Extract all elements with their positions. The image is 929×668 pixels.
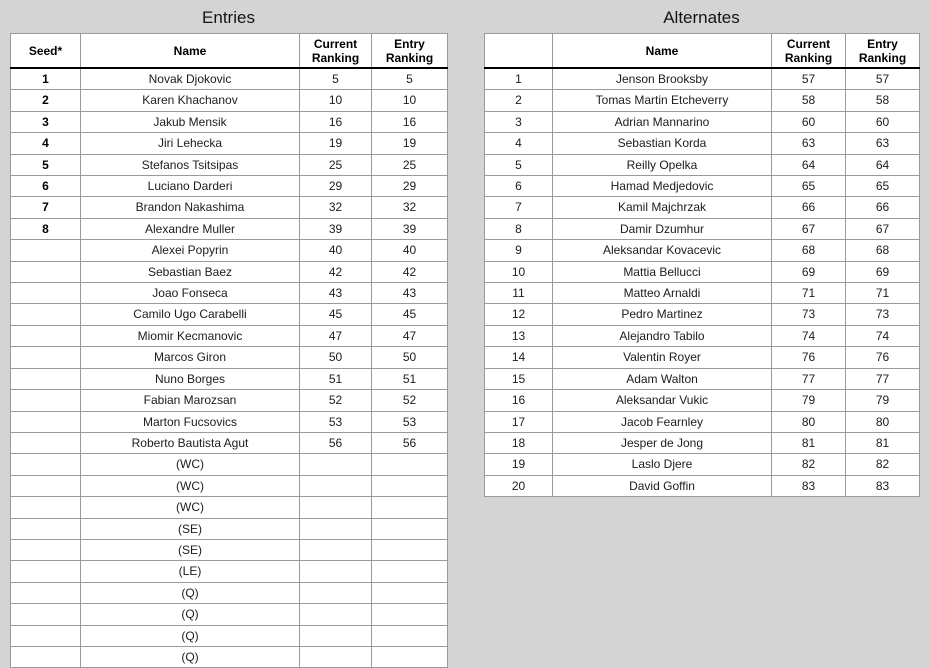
alternates-row-cell-entry: 79 — [846, 390, 920, 411]
alternates-row — [485, 90, 920, 111]
alternates-row-cell-num: 9 — [485, 240, 553, 261]
alternates-row-cell-current: 82 — [772, 454, 846, 475]
entries-title: Entries — [202, 8, 255, 27]
alternates-row-cell-name: Laslo Djere — [553, 454, 772, 475]
entries-row-cell-entry: 43 — [372, 283, 448, 304]
alternates-row-cell-current: 57 — [772, 68, 846, 90]
alternates-header-number — [485, 34, 553, 69]
alternates-row-cell-num: 13 — [485, 325, 553, 346]
alternates-row-cell-name: Adam Walton — [553, 368, 772, 389]
entries-row-cell-entry: 10 — [372, 90, 448, 111]
entries-row — [11, 604, 448, 625]
alternates-row-cell-entry: 80 — [846, 411, 920, 432]
entries-row-cell-entry: 42 — [372, 261, 448, 282]
alternates-title: Alternates — [663, 8, 740, 27]
entries-row-cell-name: Luciano Darderi — [81, 176, 300, 197]
entries-row — [11, 497, 448, 518]
alternates-row-cell-entry: 77 — [846, 368, 920, 389]
alternates-row-cell-name: Alejandro Tabilo — [553, 325, 772, 346]
entries-row-cell-current: 43 — [300, 283, 372, 304]
entries-row-cell-entry: 40 — [372, 240, 448, 261]
entries-row-cell-entry — [372, 497, 448, 518]
entries-row — [11, 347, 448, 368]
alternates-row — [485, 475, 920, 496]
entries-row-cell-name: (WC) — [81, 475, 300, 496]
entries-row-cell-seed — [11, 582, 81, 603]
alternates-row — [485, 347, 920, 368]
alternates-row-cell-entry: 57 — [846, 68, 920, 90]
entries-row-cell-name: Sebastian Baez — [81, 261, 300, 282]
alternates-row-cell-entry: 63 — [846, 133, 920, 154]
entries-row-cell-current — [300, 625, 372, 646]
entries-row-cell-name: Novak Djokovic — [81, 68, 300, 90]
entries-row-cell-entry: 29 — [372, 176, 448, 197]
alternates-row-cell-num: 7 — [485, 197, 553, 218]
entries-row — [11, 325, 448, 346]
entries-row — [11, 390, 448, 411]
alternates-row-cell-name: Hamad Medjedovic — [553, 176, 772, 197]
entries-row-cell-entry — [372, 539, 448, 560]
alternates-row-cell-num: 18 — [485, 432, 553, 453]
entries-row — [11, 518, 448, 539]
alternates-row-cell-entry: 83 — [846, 475, 920, 496]
entries-row-cell-seed — [11, 475, 81, 496]
alternates-row — [485, 176, 920, 197]
entries-row-cell-current: 5 — [300, 68, 372, 90]
entries-row-cell-current: 42 — [300, 261, 372, 282]
alternates-row-cell-num: 1 — [485, 68, 553, 90]
alternates-row-cell-name: Aleksandar Vukic — [553, 390, 772, 411]
entries-row-cell-entry — [372, 475, 448, 496]
entries-row-cell-current: 25 — [300, 154, 372, 175]
alternates-row-cell-entry: 81 — [846, 432, 920, 453]
alternates-row-cell-current: 69 — [772, 261, 846, 282]
entries-row-cell-seed — [11, 625, 81, 646]
entries-row-cell-name: Nuno Borges — [81, 368, 300, 389]
alternates-table — [484, 33, 920, 497]
alternates-row-cell-name: Mattia Bellucci — [553, 261, 772, 282]
entries-row-cell-seed — [11, 454, 81, 475]
entries-row-cell-name: Roberto Bautista Agut — [81, 432, 300, 453]
entries-row-cell-name: (SE) — [81, 539, 300, 560]
entries-row-cell-current: 56 — [300, 432, 372, 453]
alternates-row-cell-name: Valentin Royer — [553, 347, 772, 368]
alternates-row-cell-current: 81 — [772, 432, 846, 453]
alternates-row-cell-current: 58 — [772, 90, 846, 111]
entries-row-cell-name: Marcos Giron — [81, 347, 300, 368]
entries-row-cell-seed — [11, 604, 81, 625]
alternates-row-cell-current: 68 — [772, 240, 846, 261]
entries-row-cell-seed: 4 — [11, 133, 81, 154]
entries-row — [11, 68, 448, 90]
entries-row — [11, 218, 448, 239]
alternates-row-cell-current: 73 — [772, 304, 846, 325]
entries-row-cell-seed: 1 — [11, 68, 81, 90]
entries-row — [11, 283, 448, 304]
entries-row-cell-current — [300, 497, 372, 518]
entries-row-cell-name: Brandon Nakashima — [81, 197, 300, 218]
entries-row-cell-entry — [372, 561, 448, 582]
alternates-row-cell-entry: 68 — [846, 240, 920, 261]
entries-row-cell-seed: 7 — [11, 197, 81, 218]
entries-row-cell-entry: 45 — [372, 304, 448, 325]
entries-row-cell-current: 52 — [300, 390, 372, 411]
entries-row-cell-name: (SE) — [81, 518, 300, 539]
alternates-row-cell-entry: 76 — [846, 347, 920, 368]
alternates-row-cell-num: 17 — [485, 411, 553, 432]
alternates-row-cell-current: 79 — [772, 390, 846, 411]
alternates-row-cell-entry: 65 — [846, 176, 920, 197]
alternates-row-cell-current: 76 — [772, 347, 846, 368]
entries-row — [11, 176, 448, 197]
alternates-row-cell-name: Matteo Arnaldi — [553, 283, 772, 304]
entries-row-cell-entry: 39 — [372, 218, 448, 239]
entries-row-cell-name: (Q) — [81, 625, 300, 646]
alternates-row-cell-name: Kamil Majchrzak — [553, 197, 772, 218]
entries-row-cell-current: 19 — [300, 133, 372, 154]
entries-row-cell-name: (Q) — [81, 646, 300, 667]
entries-row-cell-entry — [372, 625, 448, 646]
entries-row-cell-name: Marton Fucsovics — [81, 411, 300, 432]
alternates-row-cell-num: 19 — [485, 454, 553, 475]
entries-row-cell-current: 51 — [300, 368, 372, 389]
entries-row-cell-entry — [372, 454, 448, 475]
entries-row-cell-entry: 16 — [372, 111, 448, 132]
entries-row-cell-entry: 47 — [372, 325, 448, 346]
alternates-row-cell-num: 4 — [485, 133, 553, 154]
alternates-row — [485, 240, 920, 261]
alternates-row-cell-num: 10 — [485, 261, 553, 282]
alternates-row-cell-num: 14 — [485, 347, 553, 368]
alternates-row-cell-num: 3 — [485, 111, 553, 132]
entries-row-cell-name: Camilo Ugo Carabelli — [81, 304, 300, 325]
entries-row-cell-current: 45 — [300, 304, 372, 325]
alternates-row-cell-name: Tomas Martin Etcheverry — [553, 90, 772, 111]
entries-row-cell-current — [300, 604, 372, 625]
entries-row-cell-current — [300, 475, 372, 496]
entries-row-cell-entry: 5 — [372, 68, 448, 90]
entries-row-cell-name: Jiri Lehecka — [81, 133, 300, 154]
entries-row-cell-entry: 50 — [372, 347, 448, 368]
entries-row-cell-seed — [11, 390, 81, 411]
alternates-row — [485, 283, 920, 304]
entries-row-cell-current: 50 — [300, 347, 372, 368]
entries-row-cell-seed — [11, 347, 81, 368]
alternates-row-cell-num: 20 — [485, 475, 553, 496]
entries-row-cell-seed — [11, 240, 81, 261]
entries-header-current-ranking: Current Ranking — [300, 34, 372, 69]
alternates-row-cell-num: 11 — [485, 283, 553, 304]
alternates-section — [484, 8, 919, 497]
alternates-table-header — [485, 34, 920, 69]
alternates-row-cell-current: 71 — [772, 283, 846, 304]
alternates-row-cell-current: 63 — [772, 133, 846, 154]
alternates-row-cell-current: 83 — [772, 475, 846, 496]
alternates-row-cell-name: Jenson Brooksby — [553, 68, 772, 90]
alternates-row-cell-entry: 69 — [846, 261, 920, 282]
alternates-row-cell-entry: 71 — [846, 283, 920, 304]
alternates-row — [485, 111, 920, 132]
entries-row-cell-name: (LE) — [81, 561, 300, 582]
entries-row-cell-current: 32 — [300, 197, 372, 218]
entries-row — [11, 240, 448, 261]
entries-row-cell-seed — [11, 411, 81, 432]
entries-row-cell-name: (WC) — [81, 497, 300, 518]
entries-row-cell-seed: 8 — [11, 218, 81, 239]
entries-header-name: Name — [81, 34, 300, 69]
entries-table-header — [11, 34, 448, 69]
alternates-row — [485, 325, 920, 346]
entries-row — [11, 154, 448, 175]
entries-row — [11, 133, 448, 154]
entries-row — [11, 368, 448, 389]
alternates-table-body — [485, 68, 920, 497]
alternates-row-cell-current: 60 — [772, 111, 846, 132]
alternates-row — [485, 133, 920, 154]
entries-row-cell-seed — [11, 539, 81, 560]
entries-row — [11, 561, 448, 582]
entries-row-cell-current: 40 — [300, 240, 372, 261]
entries-row-cell-seed — [11, 432, 81, 453]
entries-row — [11, 582, 448, 603]
alternates-row — [485, 197, 920, 218]
entries-row-cell-current: 16 — [300, 111, 372, 132]
entries-row-cell-seed — [11, 368, 81, 389]
entries-row-cell-current: 47 — [300, 325, 372, 346]
alternates-row-cell-name: Pedro Martinez — [553, 304, 772, 325]
entries-row-cell-name: Karen Khachanov — [81, 90, 300, 111]
entries-row-cell-current: 10 — [300, 90, 372, 111]
alternates-row — [485, 411, 920, 432]
entries-row-cell-seed: 5 — [11, 154, 81, 175]
entries-row-cell-seed — [11, 561, 81, 582]
alternates-row — [485, 432, 920, 453]
alternates-row-cell-entry: 58 — [846, 90, 920, 111]
entries-row — [11, 625, 448, 646]
entries-row-cell-current: 39 — [300, 218, 372, 239]
entries-row — [11, 454, 448, 475]
entries-row-cell-entry — [372, 604, 448, 625]
alternates-row-cell-num: 6 — [485, 176, 553, 197]
entries-row — [11, 475, 448, 496]
entries-row-cell-name: Joao Fonseca — [81, 283, 300, 304]
entries-row-cell-seed — [11, 497, 81, 518]
alternates-header-entry-ranking: Entry Ranking — [846, 34, 920, 69]
alternates-row-cell-name: Aleksandar Kovacevic — [553, 240, 772, 261]
alternates-row-cell-entry: 74 — [846, 325, 920, 346]
alternates-row-cell-current: 66 — [772, 197, 846, 218]
entries-row-cell-name: (WC) — [81, 454, 300, 475]
alternates-row-cell-num: 15 — [485, 368, 553, 389]
alternates-row — [485, 261, 920, 282]
alternates-header-name: Name — [553, 34, 772, 69]
alternates-row-cell-current: 67 — [772, 218, 846, 239]
entries-row-cell-seed: 3 — [11, 111, 81, 132]
entries-row-cell-seed — [11, 304, 81, 325]
entries-header-entry-ranking: Entry Ranking — [372, 34, 448, 69]
entries-header-row — [11, 34, 448, 69]
alternates-row — [485, 154, 920, 175]
entries-row — [11, 304, 448, 325]
alternates-row-cell-name: Jesper de Jong — [553, 432, 772, 453]
entries-row-cell-name: Alexei Popyrin — [81, 240, 300, 261]
entries-row-cell-current — [300, 454, 372, 475]
entries-row-cell-name: (Q) — [81, 582, 300, 603]
alternates-row-cell-current: 77 — [772, 368, 846, 389]
entries-row-cell-name: Stefanos Tsitsipas — [81, 154, 300, 175]
alternates-header-row — [485, 34, 920, 69]
entries-row-cell-current — [300, 561, 372, 582]
entries-section — [10, 8, 447, 668]
alternates-row-cell-current: 74 — [772, 325, 846, 346]
entries-row-cell-current — [300, 539, 372, 560]
alternates-row-cell-entry: 64 — [846, 154, 920, 175]
alternates-row-cell-current: 65 — [772, 176, 846, 197]
entries-table — [10, 33, 448, 668]
entries-row — [11, 261, 448, 282]
entries-row-cell-name: (Q) — [81, 604, 300, 625]
entries-row — [11, 539, 448, 560]
alternates-row-cell-num: 8 — [485, 218, 553, 239]
alternates-row-cell-name: David Goffin — [553, 475, 772, 496]
entries-row-cell-entry: 32 — [372, 197, 448, 218]
entries-row-cell-name: Miomir Kecmanovic — [81, 325, 300, 346]
alternates-row-cell-entry: 82 — [846, 454, 920, 475]
entries-row-cell-seed — [11, 283, 81, 304]
entries-row-cell-entry: 25 — [372, 154, 448, 175]
alternates-row — [485, 304, 920, 325]
entries-row-cell-name: Jakub Mensik — [81, 111, 300, 132]
entries-row-cell-seed — [11, 325, 81, 346]
alternates-row-cell-name: Reilly Opelka — [553, 154, 772, 175]
entries-row-cell-entry: 19 — [372, 133, 448, 154]
entries-header-seed: Seed* — [11, 34, 81, 69]
entries-row-cell-seed: 2 — [11, 90, 81, 111]
alternates-row — [485, 390, 920, 411]
entries-row — [11, 411, 448, 432]
entries-row — [11, 197, 448, 218]
alternates-row-cell-name: Damir Dzumhur — [553, 218, 772, 239]
alternates-row-cell-num: 16 — [485, 390, 553, 411]
entries-row-cell-seed: 6 — [11, 176, 81, 197]
alternates-row — [485, 68, 920, 90]
entries-row-cell-entry — [372, 582, 448, 603]
alternates-row-cell-name: Sebastian Korda — [553, 133, 772, 154]
entries-row-cell-seed — [11, 518, 81, 539]
alternates-row-cell-entry: 73 — [846, 304, 920, 325]
alternates-header-current-ranking: Current Ranking — [772, 34, 846, 69]
alternates-row-cell-current: 80 — [772, 411, 846, 432]
entries-row — [11, 90, 448, 111]
entries-row-cell-name: Alexandre Muller — [81, 218, 300, 239]
entries-row-cell-name: Fabian Marozsan — [81, 390, 300, 411]
entries-row-cell-current: 29 — [300, 176, 372, 197]
alternates-row — [485, 368, 920, 389]
entries-row-cell-current: 53 — [300, 411, 372, 432]
alternates-row-cell-name: Adrian Mannarino — [553, 111, 772, 132]
alternates-row — [485, 454, 920, 475]
alternates-row-cell-num: 2 — [485, 90, 553, 111]
entries-row-cell-current — [300, 582, 372, 603]
entries-row-cell-entry: 51 — [372, 368, 448, 389]
entries-row-cell-current — [300, 518, 372, 539]
alternates-row-cell-num: 12 — [485, 304, 553, 325]
entries-table-body — [11, 68, 448, 668]
entries-row — [11, 432, 448, 453]
entries-row-cell-entry: 53 — [372, 411, 448, 432]
entries-row-cell-entry: 56 — [372, 432, 448, 453]
alternates-row-cell-current: 64 — [772, 154, 846, 175]
alternates-row-cell-num: 5 — [485, 154, 553, 175]
alternates-row-cell-entry: 60 — [846, 111, 920, 132]
alternates-row-cell-name: Jacob Fearnley — [553, 411, 772, 432]
alternates-row-cell-entry: 66 — [846, 197, 920, 218]
entries-row-cell-seed — [11, 261, 81, 282]
alternates-row-cell-entry: 67 — [846, 218, 920, 239]
entries-row-cell-entry — [372, 518, 448, 539]
entries-row — [11, 111, 448, 132]
entries-row-cell-entry: 52 — [372, 390, 448, 411]
alternates-row — [485, 218, 920, 239]
